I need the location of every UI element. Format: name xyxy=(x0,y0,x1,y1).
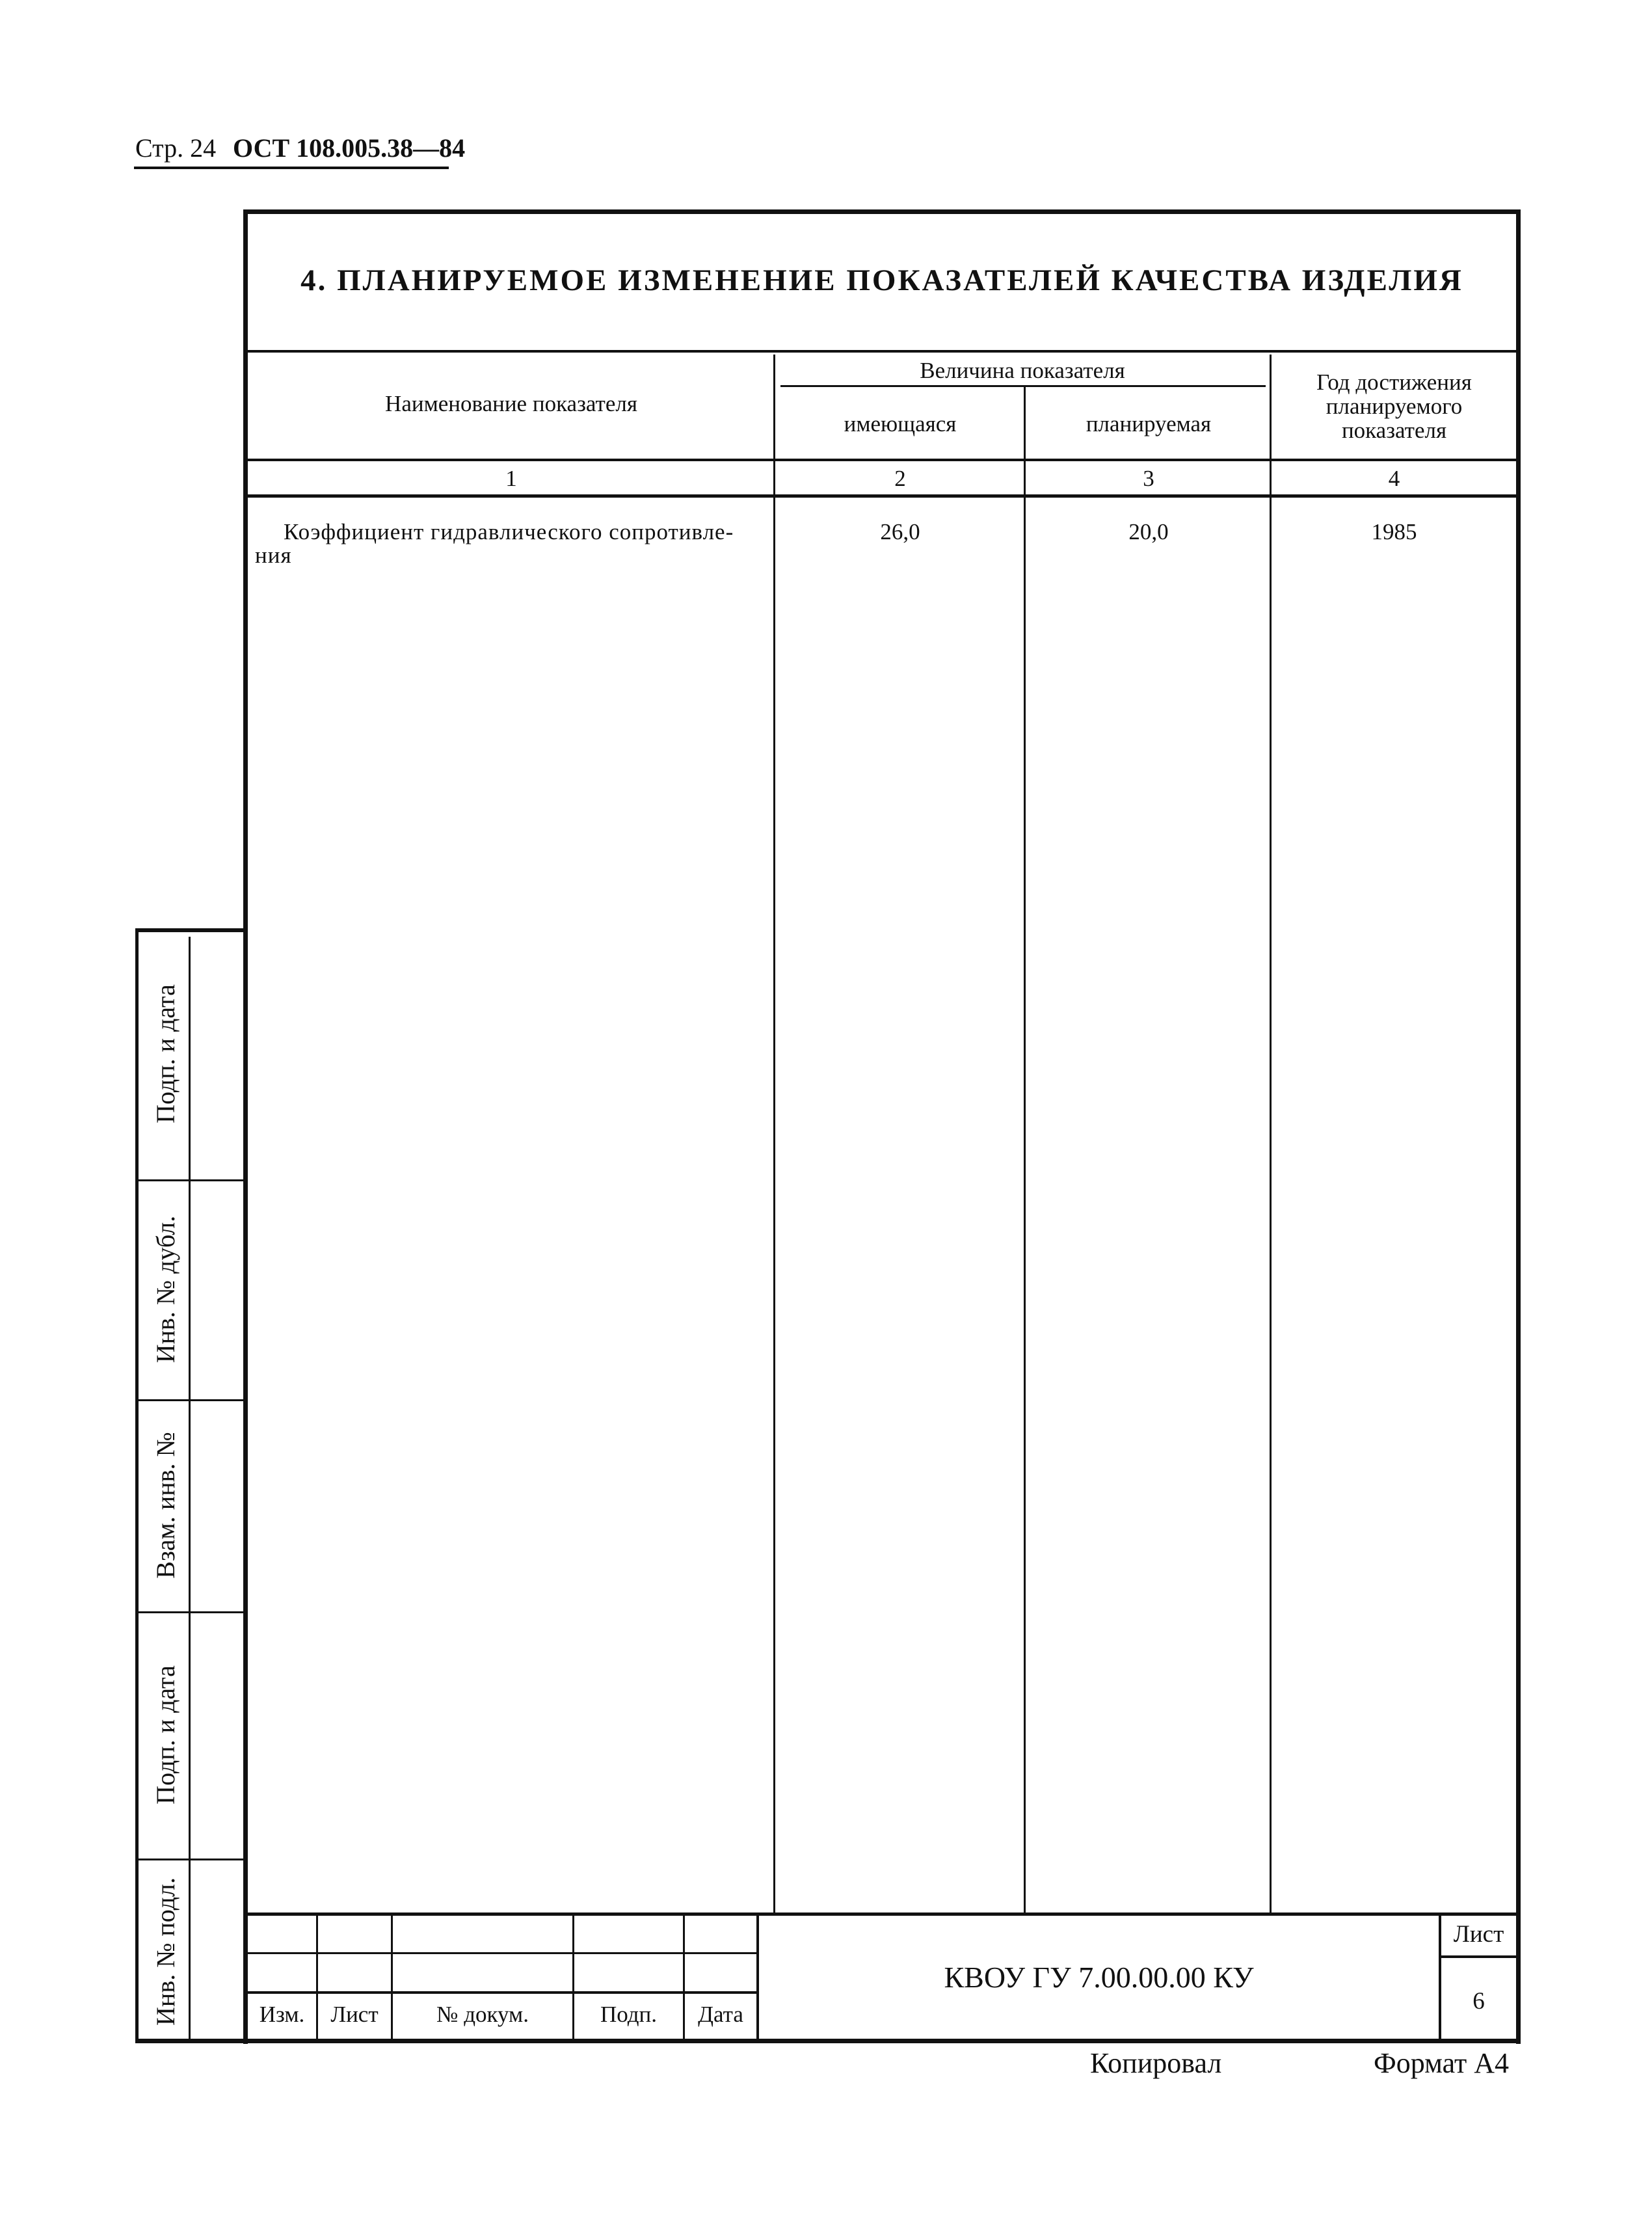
column-divider-1 xyxy=(773,355,775,1914)
tb-label-sheet: Лист xyxy=(330,2002,379,2027)
title-block-top xyxy=(248,1913,1516,1916)
column-header-year-l2: планируемого xyxy=(1326,394,1463,419)
footer-copied: Копировал xyxy=(1090,2047,1222,2079)
column-number-2: 2 xyxy=(894,466,906,491)
header-bottom-rule xyxy=(248,459,1516,461)
column-number-4: 4 xyxy=(1388,466,1400,491)
tb-sheet-label: Лист xyxy=(1453,1921,1504,1948)
column-header-existing: имеющаяся xyxy=(844,411,957,436)
frame-right xyxy=(1516,209,1521,2044)
side-stamp-left xyxy=(135,928,139,2043)
column-number-3: 3 xyxy=(1143,466,1154,491)
page-number: Стр. 24 xyxy=(135,133,217,163)
column-divider-3 xyxy=(1270,355,1272,1914)
tb-hrule-2 xyxy=(248,1991,756,1994)
frame-bottom xyxy=(135,2039,1521,2043)
table-top-rule xyxy=(248,350,1516,353)
column-divider-2 xyxy=(1024,387,1026,1914)
frame-top xyxy=(243,209,1521,214)
side-stamp-inner xyxy=(189,937,191,2039)
tb-label-change: Изм. xyxy=(259,2002,305,2027)
tb-label-doc-no: № докум. xyxy=(436,2002,529,2027)
row-name-line2: ния xyxy=(255,543,292,568)
side-stamp-orig-inv: Инв. № подл. xyxy=(151,1877,180,2026)
tb-label-sign: Подп. xyxy=(600,2002,658,2027)
tb-hrule-1 xyxy=(248,1952,756,1954)
column-number-1: 1 xyxy=(505,466,517,491)
value-group-rule xyxy=(780,385,1266,387)
side-stamp-sign-date-1: Подп. и дата xyxy=(151,984,180,1123)
tb-sheet-number: 6 xyxy=(1472,1988,1485,2015)
side-stamp-repl-inv: Взам. инв. № xyxy=(151,1432,180,1579)
frame-left xyxy=(243,209,248,2044)
numbers-bottom-rule xyxy=(248,494,1516,498)
tb-sheet-rule xyxy=(1441,1955,1516,1958)
column-header-year-l1: Год достижения xyxy=(1316,369,1472,395)
column-header-year-l3: показателя xyxy=(1341,418,1447,443)
row-planned-value: 20,0 xyxy=(1128,519,1169,544)
header-underline xyxy=(134,167,449,169)
column-header-name: Наименование показателя xyxy=(385,391,637,416)
row-year-value: 1985 xyxy=(1371,519,1417,544)
section-title: 4. ПЛАНИРУЕМОЕ ИЗМЕНЕНИЕ ПОКАЗАТЕЛЕЙ КАЧЕСТВА ИЗДЕЛИЯ xyxy=(300,263,1463,297)
row-existing-value: 26,0 xyxy=(880,519,920,544)
side-stamp-sign-date-2: Подп. и дата xyxy=(151,1665,180,1805)
column-header-planned: планируемая xyxy=(1086,411,1212,436)
standard-number: ОСТ 108.005.38—84 xyxy=(233,133,466,163)
side-stamp-dup-inv: Инв. № дубл. xyxy=(151,1215,180,1363)
tb-label-date: Дата xyxy=(698,2002,743,2027)
footer-format: Формат А4 xyxy=(1374,2047,1510,2079)
row-name-line1: Коэффициент гидравлического сопротивле- xyxy=(284,519,734,544)
document-designation: КВОУ ГУ 7.00.00.00 КУ xyxy=(944,1961,1254,1994)
column-header-value-group: Величина показателя xyxy=(920,358,1125,383)
